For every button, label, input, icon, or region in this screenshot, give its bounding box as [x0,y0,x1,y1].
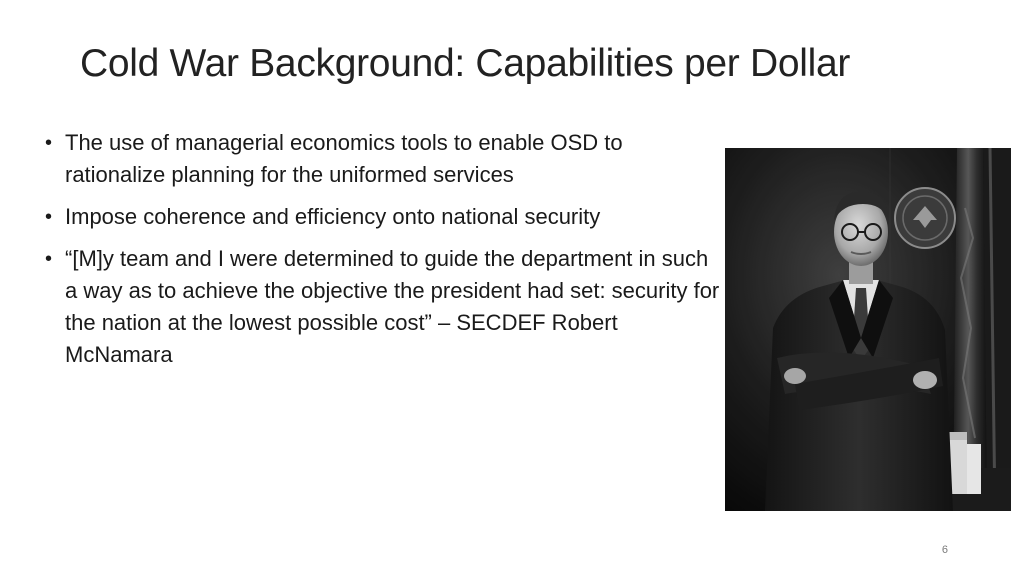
bullet-text: The use of managerial economics tools to enable OSD to rationalize planning for the uniformed services [65,130,623,187]
seal-emblem [895,188,955,248]
portrait-illustration [725,148,1011,511]
bullet-item-2 [45,201,723,233]
slide-title: Cold War Background: Capabilities per Dollar [80,42,851,85]
bullet-item-1 [45,127,723,191]
bullet-text: “[M]y team and I were determined to guide the department in such a way as to achieve the objective the president had set: security for the nation at the lowest possible cost” – SECDEF Robert McNamara [65,246,720,367]
bullet-marker: • [45,132,53,154]
bullet-item-3 [45,243,723,371]
page-number: 6 [941,544,948,556]
portrait-photo [725,148,1011,511]
bullet-marker: • [45,206,53,228]
bullet-list [45,127,723,381]
bullet-marker: • [45,248,53,270]
bullet-text: Impose coherence and efficiency onto national security [65,204,601,229]
